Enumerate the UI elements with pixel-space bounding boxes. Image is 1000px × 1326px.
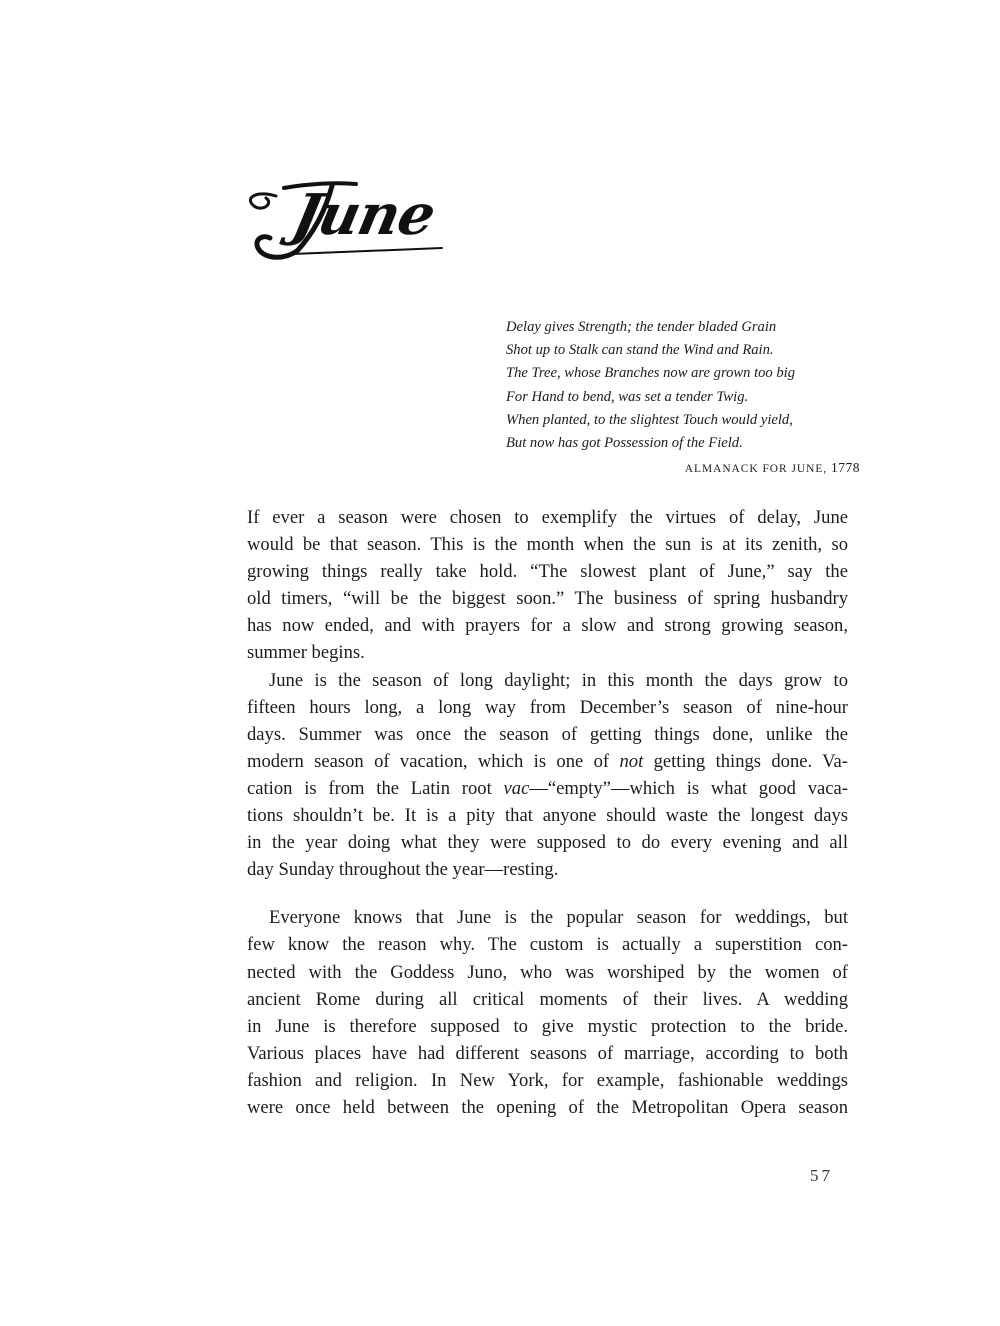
body-fragment: —“empty”—which is what good vaca-	[529, 777, 848, 799]
body-line: Various places have had different seasons of marriage, according to both	[247, 1042, 848, 1064]
epigraph-poem	[506, 316, 858, 455]
body-line: old timers, “will be the biggest soon.” The business of spring husbandry	[247, 588, 848, 610]
attribution-year: 1778	[831, 460, 860, 475]
body-line: summer begins.	[247, 642, 365, 664]
body-line: Everyone knows that June is the popular season for weddings, but	[269, 907, 848, 929]
body-line: in June is therefore supposed to give mystic protection to the bride.	[247, 1015, 848, 1037]
body-line: ancient Rome during all critical moments of their lives. A wedding	[247, 988, 848, 1010]
epigraph-line: When planted, to the slightest Touch would yield,	[506, 411, 793, 428]
body-line: in the year doing what they were supposed to do every evening and all	[247, 832, 848, 854]
emphasis-word: not	[619, 750, 644, 772]
epigraph-line: For Hand to bend, was set a tender Twig.	[506, 388, 749, 405]
emphasis-word: vac	[503, 777, 530, 799]
body-line: fashion and religion. In New York, for example, fashionable weddings	[247, 1069, 848, 1091]
attribution-source: ALMANACK FOR JUNE,	[684, 463, 828, 475]
epigraph-line: Shot up to Stalk can stand the Wind and Rain.	[506, 342, 774, 359]
body-line: days. Summer was once the season of getting things done, unlike the	[247, 723, 848, 745]
body-line: fifteen hours long, a long way from December’s season of nine-hour	[247, 696, 848, 718]
body-line: would be that season. This is the month when the sun is at its zenith, so	[247, 534, 848, 556]
body-line: June is the season of long daylight; in this month the days grow to	[269, 669, 848, 691]
body-fragment: modern season of vacation, which is one of	[247, 750, 620, 772]
body-line: has now ended, and with prayers for a slow and strong growing season,	[247, 615, 848, 637]
section-break	[247, 883, 848, 904]
epigraph-line: Delay gives Strength; the tender bladed Grain	[506, 319, 777, 335]
body-line: few know the reason why. The custom is actually a superstition con-	[247, 934, 848, 956]
body-line-with-emphasis	[247, 775, 848, 802]
body-line: growing things really take hold. “The slowest plant of June,” say the	[247, 561, 848, 583]
body-fragment: getting things done. Va-	[643, 750, 848, 772]
body-line: were once held between the opening of the Metropolitan Opera season	[247, 1096, 848, 1118]
body-fragment: cation is from the Latin root	[247, 777, 504, 799]
body-line-with-emphasis	[247, 748, 848, 775]
page-number: 57	[810, 1166, 833, 1185]
body-line: nected with the Goddess Juno, who was worshiped by the women of	[247, 961, 848, 983]
epigraph-attribution	[660, 460, 860, 476]
body-line: tions shouldn’t be. It is a pity that anyone should waste the longest days	[247, 805, 848, 827]
epigraph-line: The Tree, whose Branches now are grown too big	[506, 365, 796, 382]
body-text	[247, 504, 848, 1121]
chapter-title-text: June	[286, 182, 441, 248]
body-line: If ever a season were chosen to exemplify the virtues of delay, June	[247, 507, 848, 528]
chapter-title	[236, 168, 466, 268]
body-line: day Sunday throughout the year—resting.	[247, 859, 559, 881]
epigraph-line: But now has got Possession of the Field.	[506, 435, 743, 452]
